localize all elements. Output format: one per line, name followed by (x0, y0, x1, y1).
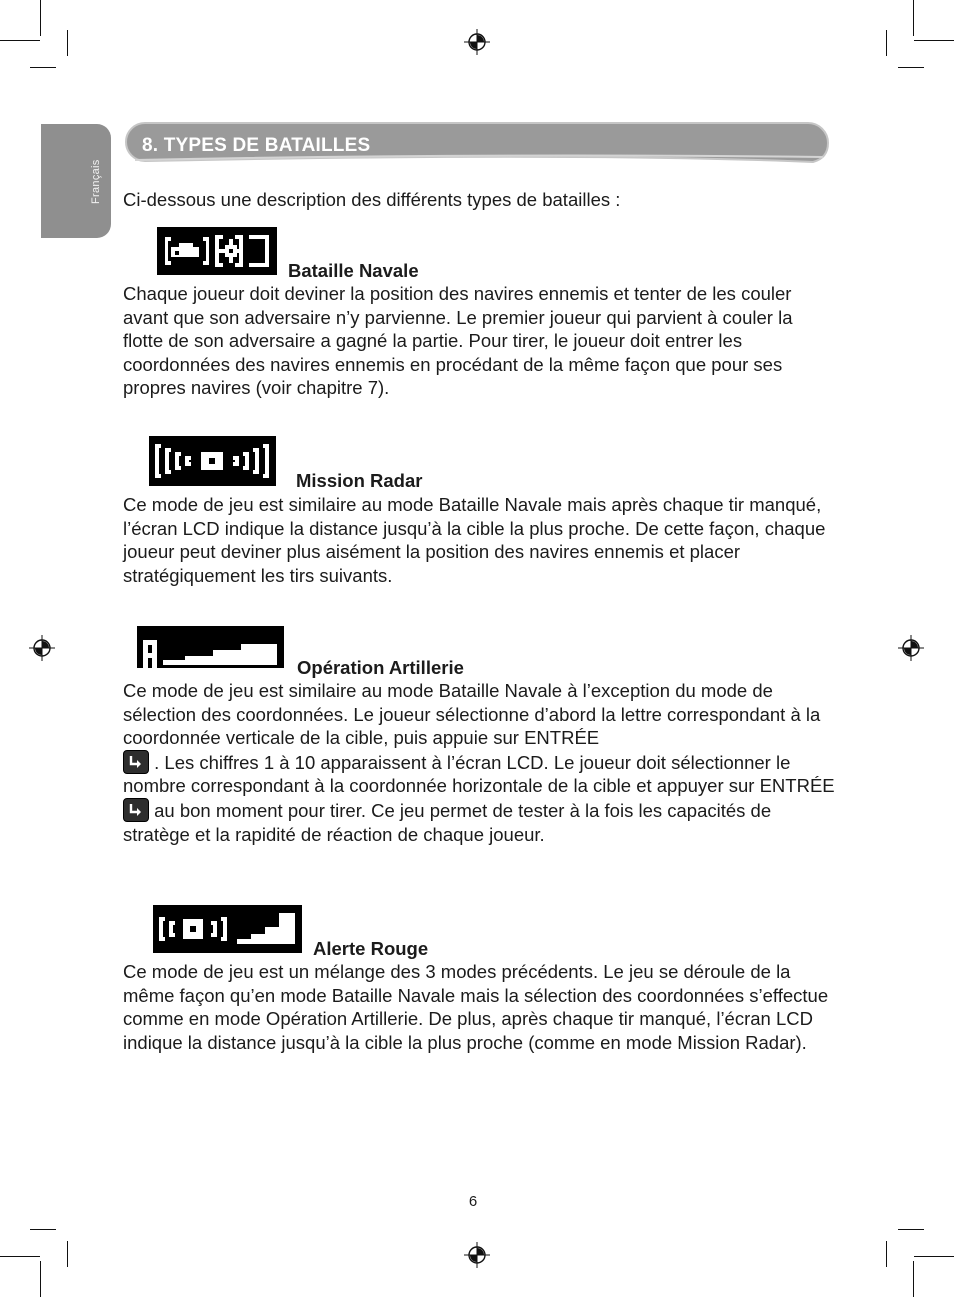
registration-mark-icon (898, 635, 924, 661)
mode-description-mission-radar: Ce mode de jeu est similaire au mode Bataille Navale mais après chaque tir manqué, l’écran LCD indique la distance jusqu’à la cible la plus proche. De cette façon, chaque joueur peut deviner plus aisément la position des navires ennemis et placer stratégiquement les tirs suivants. (123, 494, 826, 586)
naval-battle-lcd-icon (157, 227, 277, 275)
mode-description-naval-battle: Chaque joueur doit deviner la position des navires ennemis et tenter de les couler avant que son adversaire n’y parvienne. Le premier joueur qui parvient à couler la flotte de son adversaire a gagné la partie. Pour tirer, le joueur doit entrer les coordonnées des navires ennemis en procédant de la même façon que pour ses propres navires (voir chapitre 7). (123, 283, 793, 399)
artillery-text-part2: . Les chiffres 1 à 10 apparaissent à l’écran LCD. Le joueur doit sélectionner le nombre correspondant à la coordonnée horizontale de la cible et appuyer sur ENTRÉE (123, 751, 835, 797)
red-alert-lcd-icon (153, 905, 302, 953)
enter-key-icon (123, 798, 149, 822)
mode-title-artillery: Opération Artillerie (297, 657, 464, 678)
intro-text: Ci-dessous une description des différents types de batailles : (123, 189, 621, 210)
mode-title-red-alert: Alerte Rouge (313, 938, 429, 959)
section-title: 8. TYPES DE BATAILLES (142, 135, 371, 156)
mode-title-naval-battle: Bataille Navale (288, 260, 419, 281)
artillery-text-part3: au bon moment pour tirer. Ce jeu permet de tester à la fois les capacités de stratège et la rapidité de réaction de chaque joueur. (123, 799, 772, 845)
artillery-text-part1: Ce mode de jeu est similaire au mode Bataille Navale à l’exception du mode de sélection des coordonnées. Le joueur sélectionne d’abord la lettre correspondant à la coordonnée verticale de la cible, puis appuie sur ENTRÉE (123, 680, 821, 749)
page-number: 6 (468, 1193, 478, 1210)
mode-description-artillery (123, 679, 835, 846)
mode-description-red-alert: Ce mode de jeu est un mélange des 3 modes précédents. Le jeu se déroule de la même façon qu’en mode Bataille Navale mais la sélection des coordonnées s’effectue comme en mode Opération Artillerie. De plus, après chaque tir manqué, l’écran LCD indique la distance jusqu’à la cible la plus proche (comme en mode Mission Radar). (123, 961, 829, 1053)
registration-mark-icon (464, 1242, 490, 1268)
radar-lcd-icon (149, 436, 276, 486)
enter-key-icon (123, 750, 149, 774)
registration-mark-icon (29, 635, 55, 661)
artillery-lcd-icon (137, 626, 284, 675)
language-label: Français (90, 159, 102, 205)
registration-mark-icon (464, 29, 490, 55)
mode-title-mission-radar: Mission Radar (296, 470, 423, 491)
